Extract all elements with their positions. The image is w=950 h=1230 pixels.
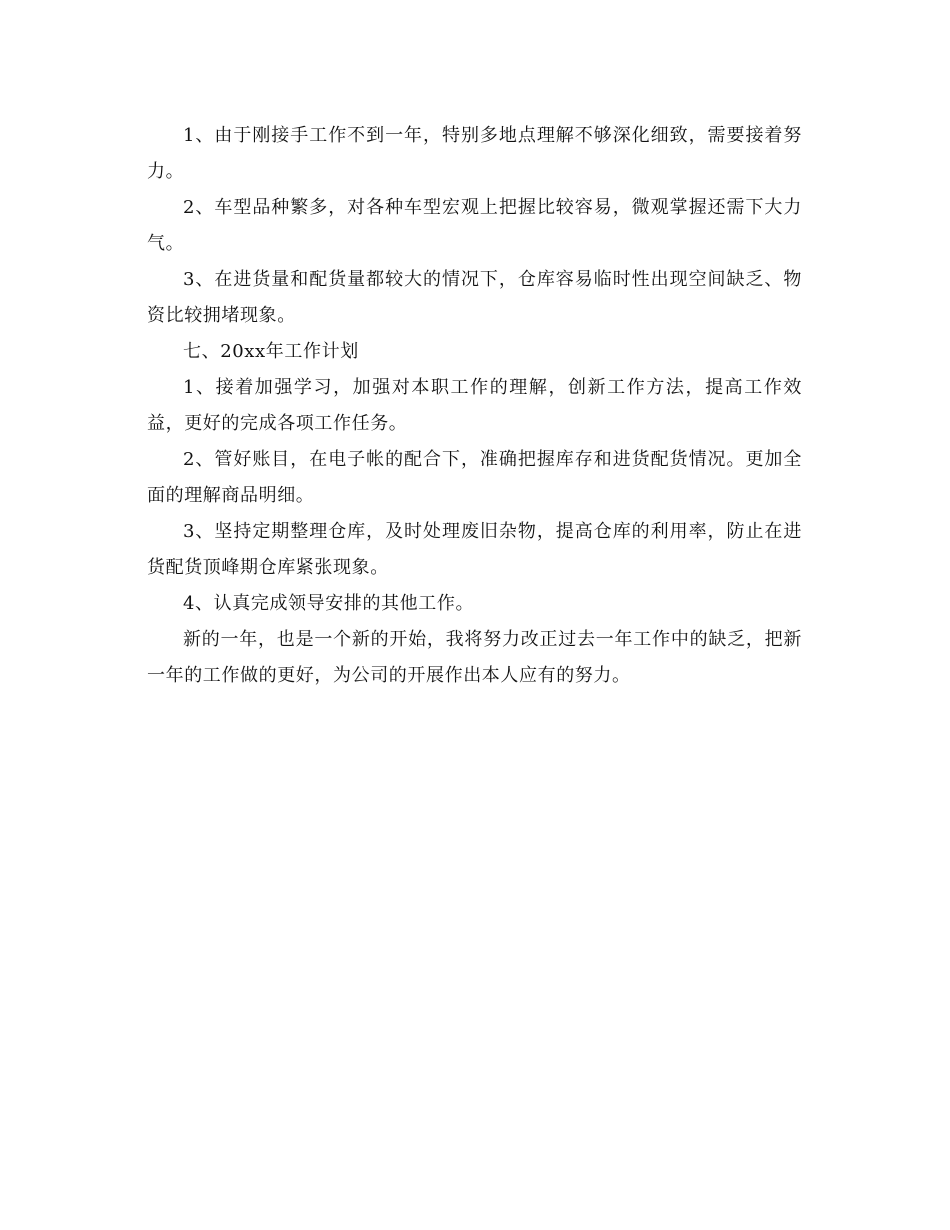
document-body <box>147 118 802 694</box>
paragraph-plan-3: 3、坚持定期整理仓库，及时处理废旧杂物，提高仓库的利用率，防止在进货配货顶峰期仓库紧张现象。 <box>147 521 802 578</box>
paragraph-difficulty-3: 3、在进货量和配货量都较大的情况下，仓库容易临时性出现空间缺乏、物资比较拥堵现象。 <box>147 269 802 326</box>
paragraph-closing: 新的一年，也是一个新的开始，我将努力改正过去一年工作中的缺乏，把新一年的工作做的更好，为公司的开展作出本人应有的努力。 <box>147 629 802 686</box>
paragraph-plan-4: 4、认真完成领导安排的其他工作。 <box>183 593 475 614</box>
paragraph-difficulty-2: 2、车型品种繁多，对各种车型宏观上把握比较容易，微观掌握还需下大力气。 <box>147 197 802 254</box>
paragraph-difficulty-1: 1、由于刚接手工作不到一年，特别多地点理解不够深化细致，需要接着努力。 <box>147 125 802 182</box>
paragraph-plan-1: 1、接着加强学习，加强对本职工作的理解，创新工作方法，提高工作效益，更好的完成各项工作任务。 <box>147 377 802 434</box>
paragraph-plan-2: 2、管好账目，在电子帐的配合下，准确把握库存和进货配货情况。更加全面的理解商品明细。 <box>147 449 802 506</box>
section-heading-work-plan: 七、20xx年工作计划 <box>183 341 359 362</box>
